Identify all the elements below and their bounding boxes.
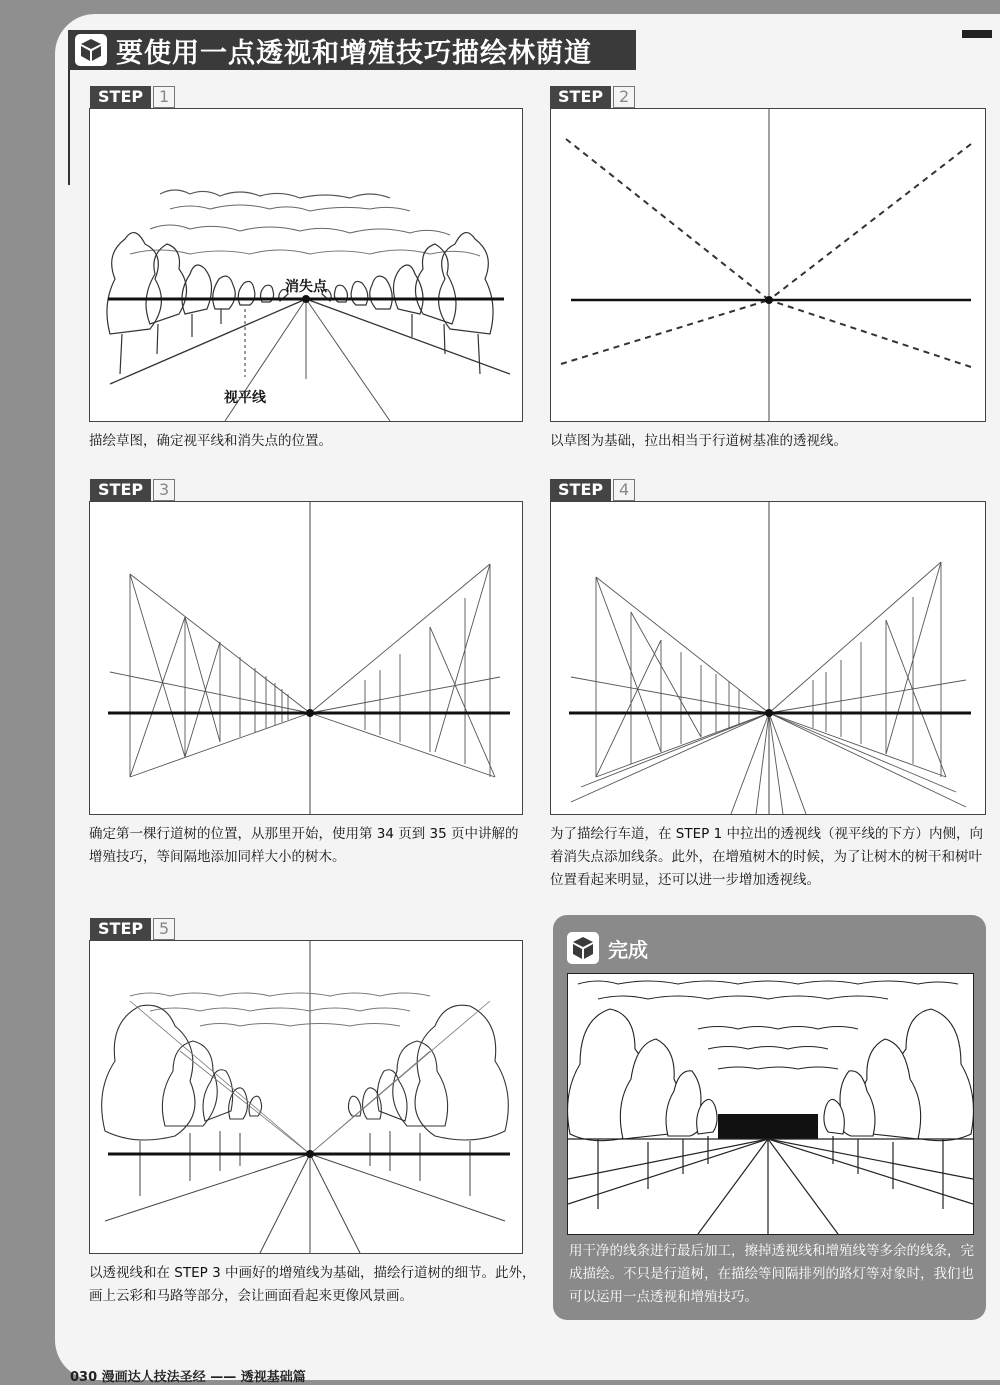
cube-icon — [74, 33, 108, 67]
step-2-caption: 以草图为基础，拉出相当于行道树基准的透视线。 — [550, 433, 847, 449]
step-5-label — [90, 918, 175, 940]
detailed-trees-drawing — [90, 941, 522, 1253]
completion-title: 完成 — [608, 937, 648, 962]
completion-illustration — [567, 973, 974, 1235]
completion-caption: 用干净的线条进行最后加工，擦掉透视线和增殖线等多余的线条，完成描绘。不只是行道树，在描绘等间隔排列的路灯等对象时，我们也可以运用一点透视和增殖技巧。 — [569, 1243, 974, 1305]
step-word: STEP — [550, 479, 611, 501]
margin-line — [68, 70, 70, 185]
horizon-label: 视平线 — [224, 390, 266, 406]
step-5-illustration — [89, 940, 523, 1254]
step-2-illustration — [550, 108, 986, 422]
step-number: 2 — [613, 86, 635, 108]
step-word: STEP — [90, 479, 151, 501]
cube-icon — [566, 931, 600, 965]
finished-boulevard-drawing — [568, 974, 973, 1234]
step-1-illustration — [89, 108, 523, 422]
step-number: 5 — [153, 918, 175, 940]
step-4-caption: 为了描绘行车道，在 STEP 1 中拉出的透视线（视平线的下方）内侧，向着消失点添加线条。此外，在增殖树木的时候，为了让树木的树干和树叶位置看起来明显，还可以进一步增加透视线。 — [550, 826, 983, 888]
vanishing-point-label: 消失点 — [285, 279, 327, 295]
completion-header — [566, 931, 648, 965]
step-number: 3 — [153, 479, 175, 501]
step-5-caption: 以透视线和在 STEP 3 中画好的增殖线为基础，描绘行道树的细节。此外，画上云彩和马路等部分，会让画面看起来更像风景画。 — [89, 1265, 536, 1304]
step-2-label — [550, 86, 635, 108]
step-4-illustration — [550, 501, 986, 815]
step-word: STEP — [90, 918, 151, 940]
step-number: 1 — [153, 86, 175, 108]
step-1-caption: 描绘草图，确定视平线和消失点的位置。 — [89, 433, 332, 449]
step-3-caption: 确定第一棵行道树的位置，从那里开始，使用第 34 页到 35 页中讲解的增殖技巧，等间隔地添加同样大小的树木。 — [89, 826, 519, 865]
step-3-illustration — [89, 501, 523, 815]
perspective-lines-drawing — [551, 109, 985, 421]
step-4-label — [550, 479, 635, 501]
step-1-label — [90, 86, 175, 108]
page-footer: 030 漫画达人技法圣经 —— 透视基础篇 — [70, 1370, 306, 1385]
tree-multiplication-drawing — [90, 502, 522, 814]
section-title-bar — [68, 30, 636, 70]
step-3-label — [90, 479, 175, 501]
sketch-drawing — [90, 109, 522, 421]
road-lines-drawing — [551, 502, 985, 814]
step-word: STEP — [550, 86, 611, 108]
step-word: STEP — [90, 86, 151, 108]
edge-mark — [962, 30, 992, 38]
section-title: 要使用一点透视和增殖技巧描绘林荫道 — [116, 37, 592, 69]
step-number: 4 — [613, 479, 635, 501]
